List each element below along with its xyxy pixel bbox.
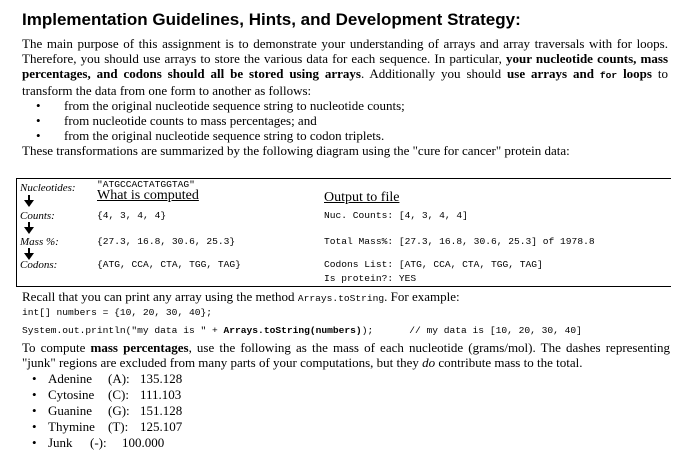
mass-value: 151.128 <box>140 403 183 418</box>
list-item <box>22 387 182 403</box>
recall-text <box>22 289 672 306</box>
mass-code: (T): <box>108 419 129 434</box>
mass-name: Cytosine <box>48 387 95 402</box>
computed-header: What is computed <box>97 188 199 203</box>
compute-section <box>22 340 670 370</box>
summary-text: These transformations are summarized by the following diagram using the "cure for cancer" protein data: <box>22 143 570 158</box>
output-mass: Total Mass%: [27.3, 16.8, 30.6, 25.3] of 1978.8 <box>324 236 595 247</box>
compute-em: do <box>422 355 436 370</box>
label-counts: Counts: <box>20 210 55 222</box>
mass-value: 135.128 <box>140 371 183 386</box>
code-close: ); <box>361 325 374 336</box>
output-header: Output to file <box>324 190 400 205</box>
compute-text-c: contribute mass to the total. <box>435 355 583 370</box>
computed-mass: {27.3, 16.8, 30.6, 25.3} <box>97 236 236 247</box>
recall-section <box>22 289 672 338</box>
mass-name: Junk <box>48 435 73 450</box>
compute-bold: mass percentages <box>90 340 189 355</box>
intro-for-keyword: for <box>599 70 618 81</box>
down-arrow-icon <box>23 195 35 207</box>
intro-text: The main purpose of this assignment is to demonstrate your understanding of arrays and array traversals with for loops. Therefore, you should use arrays to store the various data for each sequence. In particular, <box>22 36 668 66</box>
recall-text-a: Recall that you can print any array using the method <box>22 289 298 304</box>
transform-list <box>22 98 668 143</box>
sequence-string: "ATGCCACTATGGTAG" <box>97 179 195 190</box>
mass-value: 100.000 <box>122 435 165 450</box>
intro-paragraph <box>22 36 668 98</box>
label-nucleotides: Nucleotides: <box>20 182 76 194</box>
code-line-2 <box>22 324 672 338</box>
list-item <box>22 435 182 451</box>
compute-text-a: To compute <box>22 340 91 355</box>
intro-bold-use-arrays: use arrays and <box>507 66 600 81</box>
down-arrow-icon <box>23 222 35 234</box>
mass-code: (-): <box>90 435 107 450</box>
mass-list <box>22 371 182 451</box>
mass-value: 125.107 <box>140 419 183 434</box>
diagram-box <box>16 178 671 287</box>
output-is-protein: Is protein?: YES <box>324 273 417 284</box>
list-item <box>22 419 182 435</box>
list-item <box>22 371 182 387</box>
mass-value: 111.103 <box>140 387 182 402</box>
compute-text <box>22 340 670 370</box>
intro-text-3: to transform the data from one form to another as follows: <box>22 66 668 98</box>
compute-text-b: , use the following as the mass of each nucleotide (grams/mol). The dashes representing "junk" regions are excluded from many parts of your computations, but they <box>22 340 670 370</box>
intro-text-2: . Additionally you should <box>360 66 508 81</box>
code-line-1: int[] numbers = {10, 20, 30, 40}; <box>22 307 212 318</box>
intro-bold-loops: loops <box>617 66 652 81</box>
code-comment: // my data is [10, 20, 30, 40] <box>409 325 582 336</box>
label-codons: Codons: <box>20 259 58 271</box>
code-tostring-call: Arrays.toString(numbers) <box>223 325 362 336</box>
mass-name: Thymine <box>48 419 95 434</box>
intro-bold-arrays: your nucleotide counts, mass percentages, and codons should all be stored using arrays <box>22 51 669 81</box>
recall-text-b: . For example: <box>384 289 460 304</box>
output-codons: Codons List: [ATG, CCA, CTA, TGG, TAG] <box>324 259 543 270</box>
mass-code: (A): <box>108 371 130 386</box>
mass-code: (G): <box>108 403 130 418</box>
mass-name: Adenine <box>48 371 93 386</box>
mass-code: (C): <box>108 387 129 402</box>
computed-counts: {4, 3, 4, 4} <box>97 210 167 221</box>
label-mass-percent: Mass %: <box>20 236 59 248</box>
list-item: • from nucleotide counts to mass percentages; and <box>22 113 668 128</box>
list-item <box>22 403 182 419</box>
intro-section <box>22 36 668 158</box>
computed-codons: {ATG, CCA, CTA, TGG, TAG} <box>97 259 241 270</box>
mass-name: Guanine <box>48 403 93 418</box>
list-item: • from the original nucleotide sequence string to nucleotide counts; <box>22 98 668 113</box>
code-println: System.out.println("my data is " + <box>22 325 224 336</box>
page-heading: Implementation Guidelines, Hints, and Development Strategy: <box>22 10 521 29</box>
output-counts: Nuc. Counts: [4, 3, 4, 4] <box>324 210 468 221</box>
list-item: • from the original nucleotide sequence string to codon triplets. <box>22 128 668 143</box>
recall-method: Arrays.toString <box>297 293 385 304</box>
